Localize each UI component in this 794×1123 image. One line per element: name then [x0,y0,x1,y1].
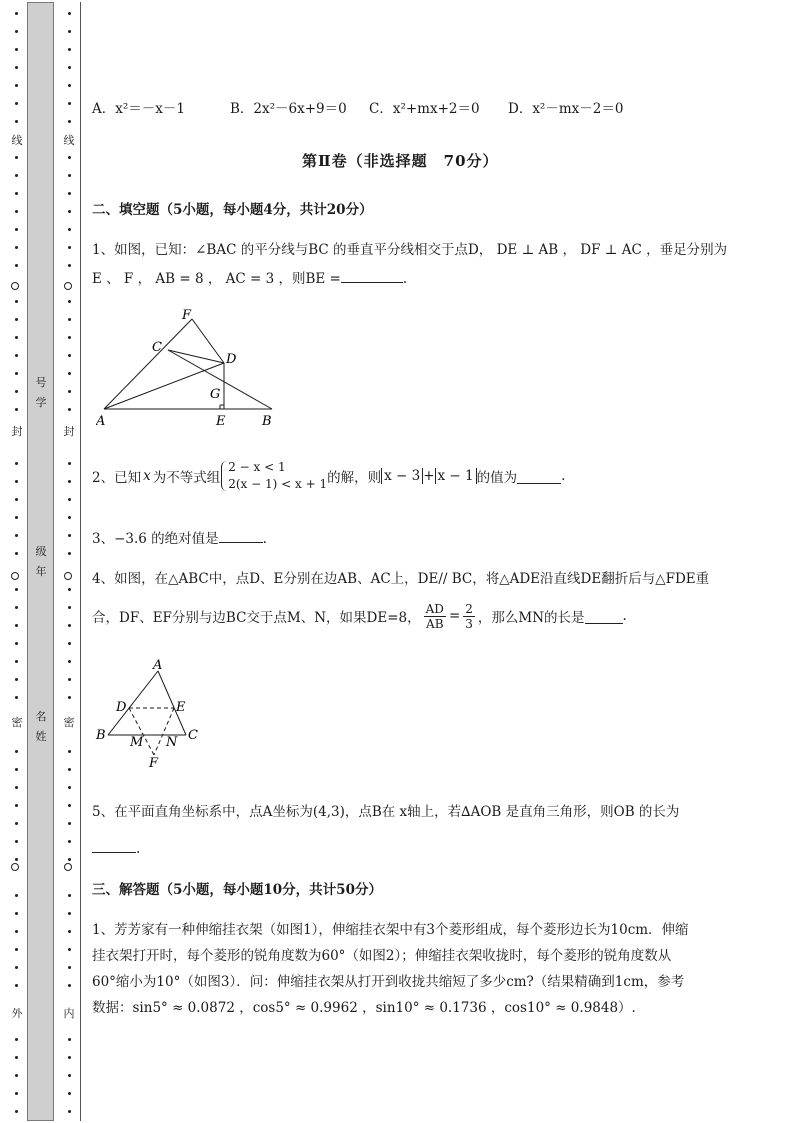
q4-line2 [92,596,627,636]
cut-line-dot [68,1092,71,1095]
frac-den: AB [426,616,444,631]
option-c: C．x²+mx+2＝0 [369,101,480,117]
cut-line-dot [68,1074,71,1077]
part2-title: 第Ⅱ卷（非选择题 70分） [302,152,499,170]
cut-line-dot [15,228,18,231]
cut-line-dot [68,264,71,267]
fraction-two-thirds [463,602,475,631]
cut-line-dot [15,336,18,339]
q4-eq: = [448,608,461,624]
cut-line-dot [15,1038,18,1041]
cut-line-dot [68,102,71,105]
cut-line-dot [15,948,18,951]
cut-line-dot [68,696,71,699]
inequality-2: 2(x − 1) < x + 1 [228,477,328,491]
fig4-label-f: F [149,756,159,770]
cut-line-dot [15,174,18,177]
option-d: D．x²－mx－2＝0 [508,101,624,117]
cut-line-dot [15,156,18,159]
q1-line1: 1、如图，已知：∠BAC 的平分线与BC 的垂直平分线相交于点D， DE ⊥ AB ， DF ⊥ AC ，垂足分别为 [92,242,728,258]
cut-line-dot [15,588,18,591]
outer-label-wai: 外 [11,1007,23,1020]
cut-line-dot [68,318,71,321]
cut-line-dot [15,606,18,609]
fig4-label-a: A [153,658,163,673]
binding-hole [64,282,72,290]
cut-line-dot [15,516,18,519]
cut-line-dot [15,102,18,105]
cut-line-dot [15,30,18,33]
inequality-1: 2 − x < 1 [228,460,286,474]
answer-blank [219,528,263,543]
q2-post2: 的值为 [476,470,518,486]
cut-line-dot [68,948,71,951]
cut-line-dot [68,858,71,861]
abs-expr-2: x − 1 [435,468,477,484]
cut-line-dot [15,966,18,969]
fill-section-heading: 二、填空题（5小题，每小题4分，共计20分） [92,202,373,218]
abs-expr-1: x − 3 [381,468,423,484]
option-b: B．2x²－6x+9＝0 [230,101,347,117]
cut-line-dot [15,822,18,825]
cut-line-dot [68,660,71,663]
student-info-strip [27,2,54,1121]
cut-line-dot [68,588,71,591]
cut-line-dot [15,462,18,465]
field-name-char: 姓 [35,730,47,743]
cut-line-dot [68,750,71,753]
frac-num: 2 [465,601,473,616]
cut-line-dot [68,804,71,807]
cut-line-dot [68,912,71,915]
cut-line-dot [68,336,71,339]
cut-line-dot [68,210,71,213]
cut-line-dot [68,390,71,393]
fig4-label-n: N [166,735,178,750]
answer-blank [585,609,623,624]
q2-pre: 2、已知 [92,470,142,486]
cut-line-dot [68,1056,71,1059]
cut-line-dot [68,156,71,159]
q4-line2-post: ，那么MN的长是 [477,610,585,626]
outer-label-xian: 线 [11,134,23,147]
binding-hole [64,863,72,871]
frac-num: AD [425,601,444,616]
cut-line-dot [68,12,71,15]
cut-line-dot [15,624,18,627]
inner-label-mi: 密 [63,716,75,729]
q4-figure [94,655,214,770]
cut-line-dot [68,642,71,645]
cut-line-dot [15,12,18,15]
answer-blank [92,838,136,853]
q2-post: 的解，则 [327,470,382,486]
cut-line-dot [15,894,18,897]
cut-line-dot [15,498,18,501]
answer-blank [517,469,561,484]
inequality-system [220,459,327,493]
s1-line1: 1、芳芳家有一种伸缩挂衣架（如图1），伸缩挂衣架中有3个菱形组成，每个菱形边长为10cm．伸缩 [92,922,689,938]
cut-line-dot [68,228,71,231]
inner-label-nei: 内 [63,1007,75,1020]
fill-question-3 [92,528,267,549]
cut-line-dot [15,246,18,249]
cut-line-dot [68,624,71,627]
option-a: A．x²＝－x－1 [92,101,185,117]
q3-end: . [262,531,267,547]
cut-line-dot [68,354,71,357]
cut-line-dot [68,786,71,789]
cut-line-dot [15,390,18,393]
inner-label-xian: 线 [63,134,75,147]
fig1-label-e: E [216,414,226,429]
cut-line-dot [15,750,18,753]
frac-den: 3 [465,616,473,631]
cut-line-dot [68,480,71,483]
cut-line-dot [15,768,18,771]
fig1-label-d: D [226,352,237,367]
cut-line-dot [15,696,18,699]
cut-line-dot [68,840,71,843]
cut-line-dot [68,30,71,33]
cut-line-dot [15,480,18,483]
binding-hole [11,863,19,871]
q2-mid: 为不等式组 [152,470,221,486]
q4-line1: 4、如图，在△ABC中，点D、E分别在边AB、AC上，DE// BC，将△ADE沿直线DE翻折后与△FDE重 [92,571,710,587]
fig1-label-b: B [262,414,272,429]
cut-line-dot [68,1110,71,1113]
cut-line-dot [68,966,71,969]
cut-line-dot [15,318,18,321]
cut-line-dot [15,210,18,213]
field-student-id-char: 学 [35,396,47,409]
fill-question-2 [92,452,565,500]
cut-line-dot [68,534,71,537]
q1-line2 [92,268,407,289]
outer-label-feng: 封 [11,425,23,438]
q4-end: . [622,608,627,624]
q1-figure [96,305,296,435]
cut-line-dot [68,192,71,195]
cut-line-dot [68,120,71,123]
cut-line-dot [15,984,18,987]
cut-line-dot [15,408,18,411]
cut-line-dot [68,246,71,249]
cut-line-dot [68,174,71,177]
q2-x: x [143,468,151,484]
cut-line-dot [68,408,71,411]
fig1-label-f: F [182,308,192,323]
fig1-label-c: C [152,340,162,355]
binding-line [80,2,81,1121]
inner-label-feng: 封 [63,425,75,438]
s1-line3: 60°缩小为10°（如图3）．问：伸缩挂衣架从打开到收拢共缩短了多少cm?（结果精确到1cm，参考 [92,974,685,990]
cut-line-dot [68,984,71,987]
fig4-label-m: M [130,735,144,750]
cut-line-dot [68,84,71,87]
s1-line2: 挂衣架打开时，每个菱形的锐角度数为60°（如图2）；伸缩挂衣架收拢时，每个菱形的锐角度数从 [92,948,672,964]
fig4-label-c: C [188,728,198,743]
q4-line2-text: 合，DF、EF分别与边BC交于点M、N，如果DE=8， [92,610,421,626]
cut-line-dot [15,660,18,663]
binding-margin [0,0,84,1123]
cut-line-dot [15,192,18,195]
cut-line-dot [15,120,18,123]
cut-line-dot [15,858,18,861]
fig4-label-b: B [96,728,106,743]
cut-line-dot [68,498,71,501]
cut-line-dot [68,1038,71,1041]
outer-label-mi: 密 [11,716,23,729]
cut-line-dot [15,678,18,681]
cut-line-dot [68,516,71,519]
q1-line2-end: . [402,271,408,287]
q3-text: 3、−3.6 的绝对值是 [92,531,219,547]
cut-line-dot [68,552,71,555]
cut-line-dot [15,930,18,933]
cut-line-dot [68,606,71,609]
cut-line-dot [68,462,71,465]
field-name-char: 名 [35,710,47,723]
cut-line-dot [68,66,71,69]
binding-hole [64,572,72,580]
cut-line-dot [15,804,18,807]
cut-line-dot [15,552,18,555]
cut-line-dot [15,1110,18,1113]
field-grade-char: 级 [35,545,47,558]
q1-line2-text: E 、 F ， AB = 8 ， AC = 3 ，则BE = [92,271,341,287]
cut-line-dot [68,894,71,897]
q2-plus: + [423,468,435,484]
cut-line-dot [68,48,71,51]
q5-line2 [92,838,140,859]
cut-line-dot [15,354,18,357]
cut-line-dot [15,1074,18,1077]
cut-line-dot [15,786,18,789]
cut-line-dot [15,84,18,87]
cut-line-dot [15,912,18,915]
cut-line-dot [15,66,18,69]
binding-hole [11,282,19,290]
fig1-label-g: G [210,387,221,402]
cut-line-dot [68,930,71,933]
cut-line-dot [15,264,18,267]
answer-blank [341,268,403,283]
cut-line-dot [68,822,71,825]
solve-section-heading: 三、解答题（5小题，每小题10分，共计50分） [92,882,382,898]
fraction-ad-ab [424,602,446,631]
cut-line-dot [15,534,18,537]
fig4-label-d: D [116,700,127,715]
q5-line1: 5、在平面直角坐标系中，点A坐标为(4,3)，点B在 x轴上，若∆AOB 是直角三角形，则OB 的长为 [92,804,680,820]
fig4-label-e: E [176,700,186,715]
cut-line-dot [15,300,18,303]
field-student-id-char: 号 [35,376,47,389]
cut-line-dot [68,768,71,771]
cut-line-dot [15,642,18,645]
cut-line-dot [68,372,71,375]
q5-end: . [136,841,141,857]
q2-end: . [561,468,566,484]
cut-line-dot [15,372,18,375]
cut-line-dot [68,678,71,681]
cut-line-dot [15,840,18,843]
cut-line-dot [15,1092,18,1095]
cut-line-dot [68,300,71,303]
binding-hole [11,572,19,580]
s1-line4: 数据：sin5° ≈ 0.0872 ，cos5° ≈ 0.9962 ，sin10° ≈ 0.1736 ，cos10° ≈ 0.9848）. [92,1000,636,1016]
cut-line-dot [15,1056,18,1059]
field-grade-char: 年 [35,565,47,578]
fig1-label-a: A [96,414,106,429]
cut-line-dot [15,48,18,51]
